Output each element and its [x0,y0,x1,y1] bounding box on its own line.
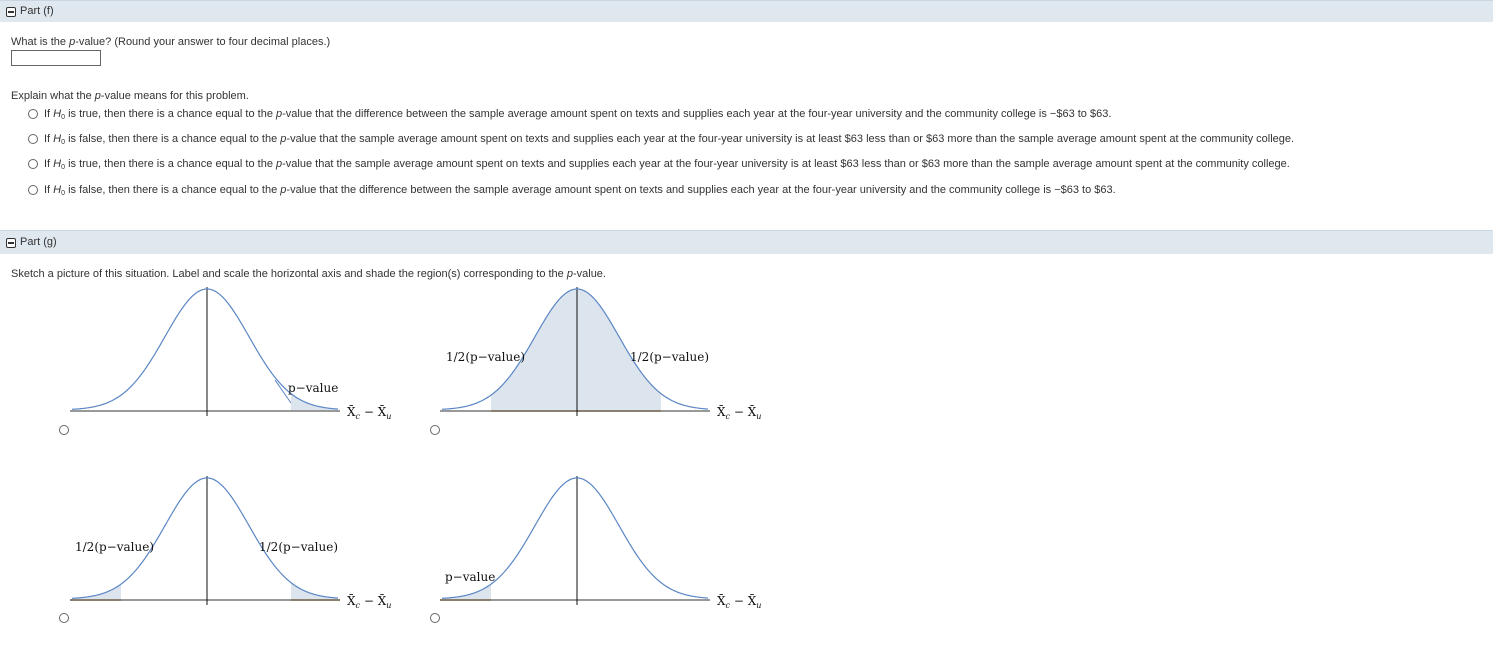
part-f-header[interactable] [0,0,1493,22]
radio-option-4[interactable] [28,185,38,195]
radio-graph-d[interactable] [430,613,440,623]
radio-graph-a[interactable] [59,425,69,435]
p-value-answer-input[interactable] [11,50,101,66]
radio-option-1[interactable] [28,109,38,119]
radio-option-2[interactable] [28,134,38,144]
option-4-text: If $H_0$ is false, then there is a chance equal to the p-value that the difference between the sample average amount spent on texts and supplies each year at the four-year university and the community college is −$63 to $63. [44,184,1116,197]
part-g-title: Part (g) [20,236,57,248]
graph-c-label-left: 1/2(p−value) [75,540,155,554]
graph-c-label-right: 1/2(p−value) [259,540,339,554]
graph-option-a [70,285,410,425]
collapse-icon[interactable] [6,238,16,248]
graph-b-label-left: 1/2(p−value) [446,350,526,364]
graph-b-axis-label: $X̄_c$ − $X̄_u$ [717,405,762,421]
part-f-title: Part (f) [20,5,54,17]
graph-b-label-right: 1/2(p−value) [630,350,710,364]
p-value-question: What is the p-value? (Round your answer to four decimal places.) [11,36,331,48]
graph-a-label: p−value [288,381,339,395]
graph-d-label: p−value [445,570,496,584]
graph-option-b [440,285,780,425]
explain-question: Explain what the p-value means for this problem. [11,90,249,102]
graph-c-shade-left [72,584,121,599]
graph-a-svg [70,285,410,425]
graph-c-shade-right [291,583,338,599]
graph-d-axis-label: $X̄_c$ − $X̄_u$ [717,594,762,610]
graph-c-axis-label: $X̄_c$ − $X̄_u$ [347,594,392,610]
graph-a-axis-label: $X̄_c$ − $X̄_u$ [347,405,392,421]
graph-option-c [70,474,410,614]
radio-option-3[interactable] [28,159,38,169]
sketch-instruction: Sketch a picture of this situation. Label and scale the horizontal axis and shade the region(s) corresponding to the p-value. [11,268,606,280]
graph-c-curve [72,478,338,598]
graph-a-shade [291,394,338,410]
collapse-icon[interactable] [6,7,16,17]
option-1-text: If $H_0$ is true, then there is a chance equal to the p-value that the difference between the sample average amount spent on texts and supplies each year at the four-year university and the community college is −$63 to $63. [44,108,1112,121]
graph-d-svg [440,474,780,614]
graph-option-d [440,474,780,614]
radio-graph-c[interactable] [59,613,69,623]
option-2-text: If $H_0$ is false, then there is a chance equal to the p-value that the sample average amount spent on texts and supplies each year at the four-year university is at least $63 less than or $63 more than the sample average amount spent at the community college. [44,133,1295,146]
graph-d-shade [442,584,491,599]
part-g-header[interactable] [0,230,1493,254]
option-3-text: If $H_0$ is true, then there is a chance equal to the p-value that the sample average amount spent on texts and supplies each year at the four-year university is at least $63 less than or $63 more than the sample average amount spent at the community college. [44,158,1290,171]
radio-graph-b[interactable] [430,425,440,435]
